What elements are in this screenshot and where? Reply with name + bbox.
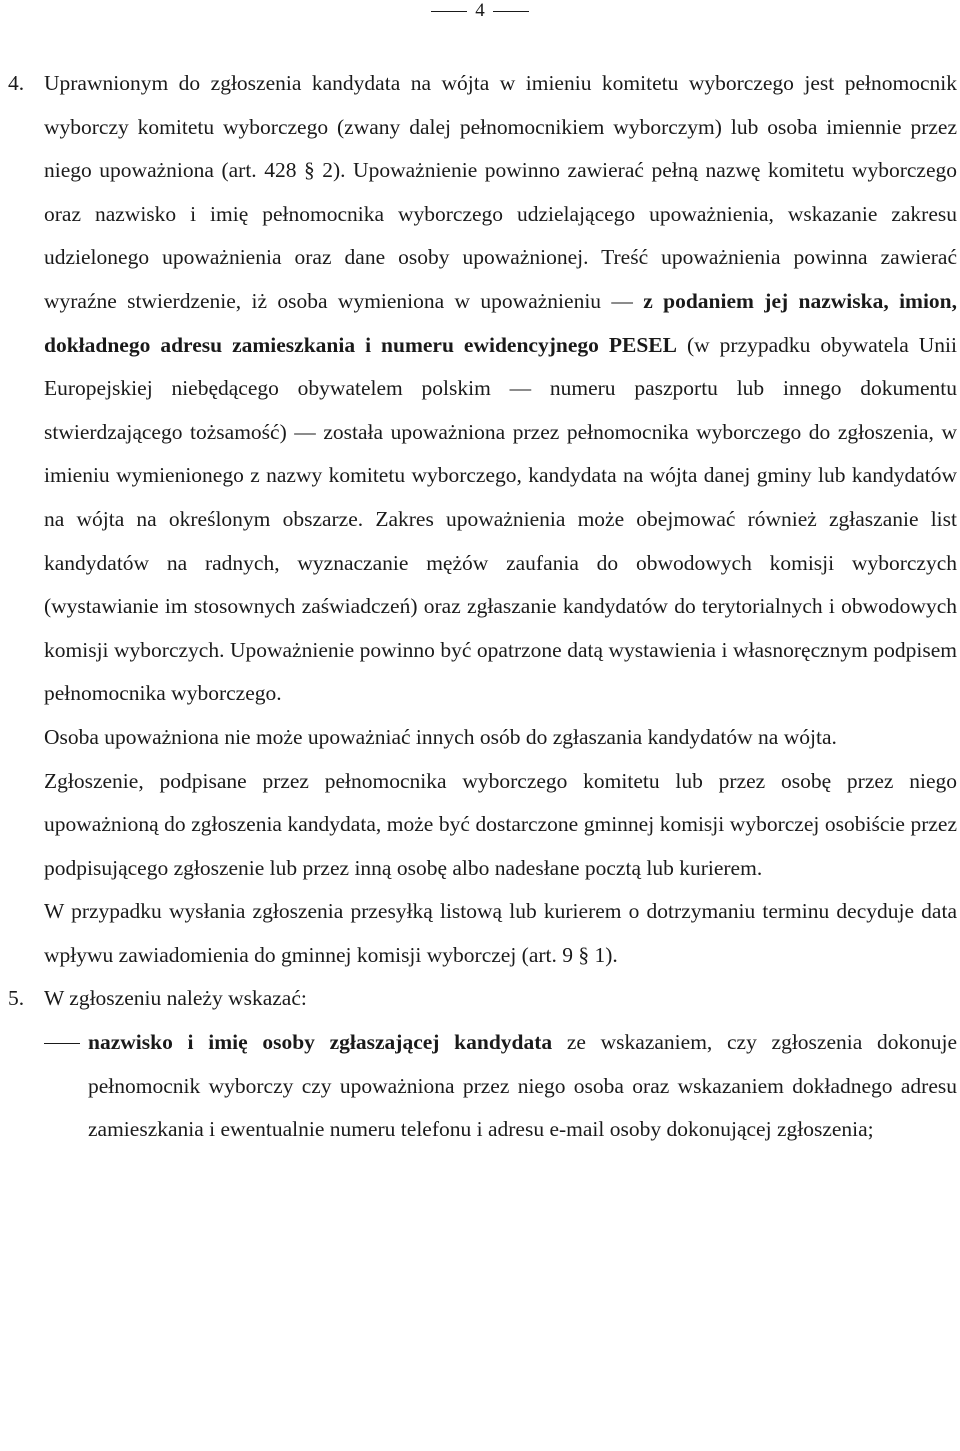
section-4-paragraph-3: Zgłoszenie, podpisane przez pełnomocnika wyborczego komitetu lub przez osobę przez niego upoważnioną do zgłoszenia kandydata, może być dostarczone gminnej komisji wyborczej osobiście przez podpisującego zgłoszenie lub przez inną osobę albo nadesłane pocztą lub kurierem. (44, 768, 957, 880)
section-4 (0, 62, 957, 977)
section-4-text-a: Uprawnionym do zgłoszenia kandydata na wójta w imieniu komitetu wyborczego jest pełnomocnik wyborczy komitetu wyborczego (zwany dalej pełnomocnikiem wyborczym) lub osoba imiennie przez niego upoważniona (art. 428 § 2). Upoważnienie powinno zawierać pełną nazwę komitetu wyborczego oraz nazwisko i imię pełnomocnika wyborczego udzielającego upoważnienia, wskazanie zakresu udzielonego upoważnienia oraz dane osoby upoważnionej. Treść upoważnienia powinna zawierać wyraźne stwierdzenie, iż osoba wymieniona w upoważnieniu — (44, 71, 957, 313)
section-5-item-rest: ze wskazaniem, czy zgłoszenia dokonuje pełnomocnik wyborczy czy upoważniona przez niego osoba oraz wskazaniem dokładnego adresu zamieszkania i ewentualnie numeru telefonu i adresu e-mail osoby dokonującej zgłoszenia; (88, 1030, 958, 1142)
section-5-list-item (0, 1021, 957, 1152)
document-body (0, 62, 957, 1152)
section-4-paragraph-2: Osoba upoważniona nie może upoważniać innych osób do zgłaszania kandydatów na wójta. (44, 724, 837, 749)
page-number-value: 4 (475, 0, 485, 21)
section-5 (0, 977, 957, 1021)
page-number-dash-left (431, 11, 467, 12)
section-5-item-bold: nazwisko i imię osoby zgłaszającej kandydata (88, 1030, 553, 1055)
dash-bullet-icon (44, 1043, 80, 1044)
section-4-number: 4. (8, 71, 25, 95)
section-4-paragraph-4: W przypadku wysłania zgłoszenia przesyłką listową lub kurierem o dotrzymaniu terminu decyduje data wpływu zawiadomienia do gminnej komisji wyborczej (art. 9 § 1). (44, 899, 957, 967)
section-4-text-b: (w przypadku obywatela Unii Europejskiej niebędącego obywatelem polskim — numeru paszportu lub innego dokumentu stwierdzającego tożsamość) — została upoważniona przez pełnomocnika wyborczego do zgłoszenia, w imieniu wymienionego z nazwy komitetu wyborczego, kandydata na wójta danej gminy lub kandydatów na wójta na określonym obszarze. Zakres upoważnienia może obejmować również zgłaszanie list kandydatów na radnych, wyznaczanie mężów zaufania do obwodowych komisji wyborczych (wystawianie im stosownych zaświadczeń) oraz zgłaszanie kandydatów do terytorialnych i obwodowych komisji wyborczych. Upoważnienie powinno być opatrzone datą wystawienia i własnoręcznym podpisem pełnomocnika wyborczego. (44, 332, 958, 706)
page-number-dash-right (493, 11, 529, 12)
section-5-number: 5. (8, 986, 25, 1011)
section-5-list-item-text (88, 1021, 957, 1152)
section-4-paragraph-1 (44, 62, 957, 716)
section-4-bold-text: z podaniem jej nazwiska, imion, dokładnego adresu zamieszkania i numeru ewidencyjnego PESEL (44, 288, 958, 357)
section-5-intro: W zgłoszeniu należy wskazać: (44, 986, 307, 1011)
page-number (0, 0, 960, 22)
